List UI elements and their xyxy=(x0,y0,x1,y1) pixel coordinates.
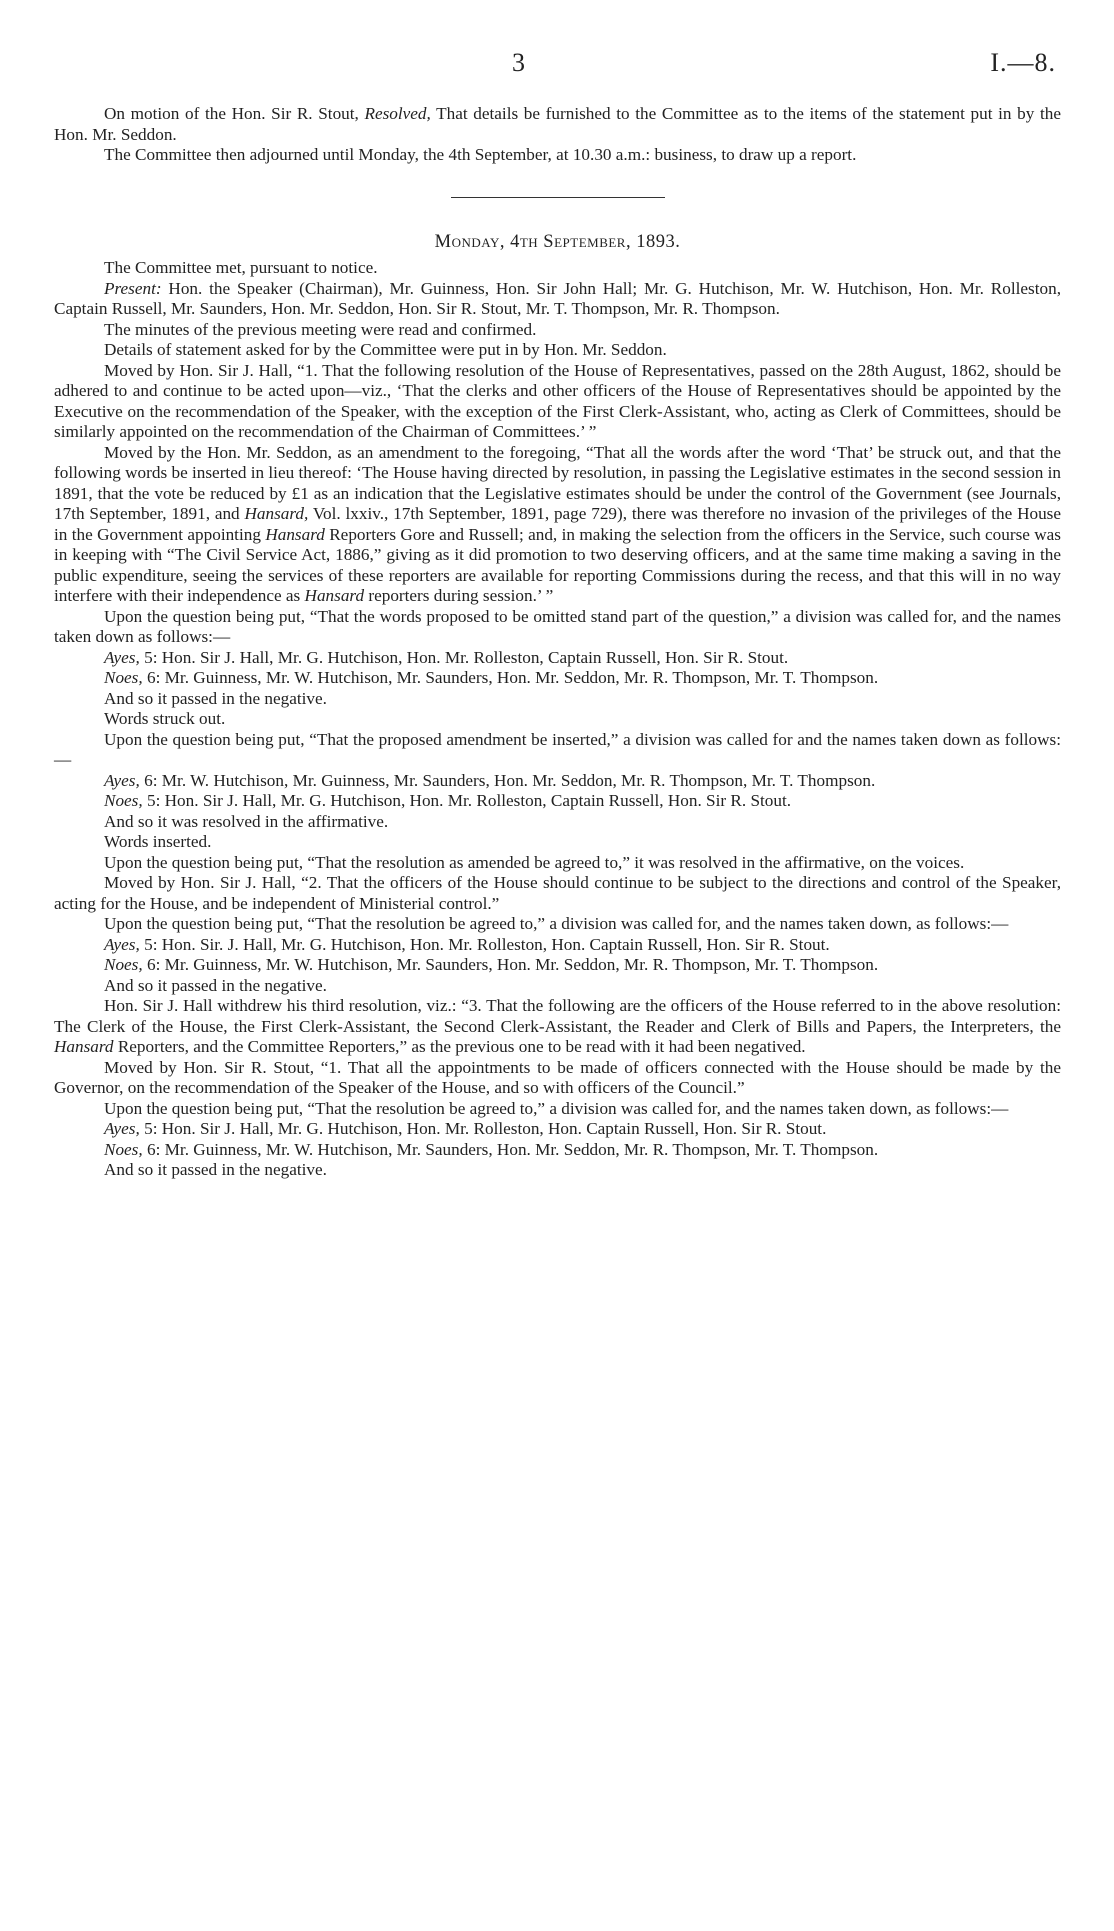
page-number: 3 xyxy=(512,48,525,77)
italic-text: Ayes, xyxy=(104,934,140,954)
text-run: Reporters Gore and Russell; and, in making the selection from the officers in the Service, such course was in keeping with “The Civil Service Act, 1886,” giving as it did promotion to two deserving officers, and at the same time making a saving in the public expenditure, seeing the services of these reporters are available for reporting Commissions during the recess, and that this will in no way interfere with their independence as xyxy=(54,524,1061,605)
text-run: Hon. Sir J. Hall withdrew his third resolution, viz.: “3. That the following are the officers of the House referred to in the above resolution: The Clerk of the House, the First Clerk-Assistant, the Second Clerk-Assistant, the Reader and Clerk of Bills and Papers, the Interpreters, the xyxy=(54,996,1061,1036)
italic-text: Noes, xyxy=(104,1139,143,1159)
text-run: And so it passed in the negative. xyxy=(104,975,327,995)
text-run: Upon the question being put, “That the proposed amendment be inserted,” a division was called for and the names taken down as follows:— xyxy=(54,729,1061,769)
paragraph xyxy=(54,996,1061,1058)
paragraph xyxy=(54,771,1061,792)
text-run: Reporters, and the Committee Reporters,” as the previous one to be read with it had been negatived. xyxy=(113,1037,806,1056)
text-run: Upon the question being put, “That the resolution be agreed to,” a division was called for, and the names taken down, as follows:— xyxy=(104,1098,1009,1118)
paragraph xyxy=(54,812,1061,833)
date-heading: Monday, 4th September, 1893. xyxy=(434,231,681,252)
section-divider xyxy=(451,197,665,198)
paragraph xyxy=(54,730,1061,771)
text-run: 5: Hon. Sir J. Hall, Mr. G. Hutchison, Hon. Mr. Rolleston, Captain Russell, Hon. Sir R. Stout. xyxy=(142,791,792,810)
italic-text: Hansard, xyxy=(244,504,309,523)
text-run: Vol. lxxiv., 17th September, 1891, page 729), there was therefore no invasion of the privileges of the House in the Government appointing xyxy=(54,504,1061,544)
italic-text: Hansard xyxy=(54,1037,114,1056)
document-body xyxy=(54,104,1061,1181)
document-reference: I.—8. xyxy=(990,48,1056,77)
text-run: That details be furnished to the Committee as to the items of the statement put in by the Hon. Mr. Seddon. xyxy=(54,104,1061,144)
text-run: Upon the question being put, “That the resolution as amended be agreed to,” it was resolved in the affirmative, on the voices. xyxy=(104,852,965,872)
paragraph xyxy=(54,279,1061,320)
italic-text: Ayes, xyxy=(104,770,140,790)
text-run: And so it was resolved in the affirmative. xyxy=(104,811,389,831)
paragraph xyxy=(54,443,1061,607)
text-run: On motion of the Hon. Sir R. Stout, xyxy=(104,104,365,123)
paragraph xyxy=(54,955,1061,976)
text-run: Moved by the Hon. Mr. Seddon, as an amendment to the foregoing, “That all the words after the word ‘That’ be struck out, and that the following words be inserted in lieu thereof: ‘The House having directed by resolution, in passing the Legislative estimates in the second session in 1891, that the vote be reduced by £1 as an indication that the Legislative estimates should be under the control of the Government (see Journals, 17th September, 1891, and xyxy=(54,442,1061,523)
paragraph xyxy=(54,976,1061,997)
paragraph xyxy=(54,104,1061,145)
paragraph xyxy=(54,340,1061,361)
paragraph xyxy=(54,853,1061,874)
text-run: And so it passed in the negative. xyxy=(104,688,327,708)
paragraph xyxy=(54,607,1061,648)
text-run: 6: Mr. Guinness, Mr. W. Hutchison, Mr. Saunders, Hon. Mr. Seddon, Mr. R. Thompson, Mr. T. Thompson. xyxy=(142,1139,879,1159)
text-run: Upon the question being put, “That the resolution be agreed to,” a division was called for, and the names taken down, as follows:— xyxy=(104,914,1009,933)
intro-section xyxy=(54,104,1061,166)
text-run: 5: Hon. Sir J. Hall, Mr. G. Hutchison, Hon. Mr. Rolleston, Hon. Captain Russell, Hon. Sir R. Stout. xyxy=(139,1119,827,1138)
text-run: 6: Mr. Guinness, Mr. W. Hutchison, Mr. Saunders, Hon. Mr. Seddon, Mr. R. Thompson, Mr. T. Thompson. xyxy=(142,955,879,974)
paragraph xyxy=(54,709,1061,730)
paragraph xyxy=(54,935,1061,956)
paragraph xyxy=(54,1140,1061,1161)
paragraph xyxy=(54,914,1061,935)
text-run: Moved by Hon. Sir J. Hall, “1. That the following resolution of the House of Representatives, passed on the 28th August, 1862, should be adhered to and continue to be acted upon—viz., ‘That the clerks and other officers of the House of Representatives should be appointed by the Executive on the recommendation of the Speaker, with the exception of the First Clerk-Assistant, who, acting as Clerk of Committees, should be similarly appointed on the recommendation of the Chairman of Committees.’ ” xyxy=(54,360,1061,441)
italic-text: Present: xyxy=(104,278,162,298)
text-run: Moved by Hon. Sir R. Stout, “1. That all the appointments to be made of officers connected with the House should be made by the Governor, on the recommendation of the Speaker of the House, and so with officers of the Council.” xyxy=(54,1057,1061,1097)
text-run: The Committee then adjourned until Monday, the 4th September, at 10.30 a.m.: business, to draw up a report. xyxy=(104,145,857,164)
italic-text: Resolved, xyxy=(364,104,431,123)
text-run: The minutes of the previous meeting were read and confirmed. xyxy=(104,319,537,339)
text-run: Details of statement asked for by the Committee were put in by Hon. Mr. Seddon. xyxy=(104,340,667,359)
text-run: 5: Hon. Sir. J. Hall, Mr. G. Hutchison, Hon. Mr. Rolleston, Hon. Captain Russell, Hon. Sir R. Stout. xyxy=(139,934,830,954)
paragraph xyxy=(54,361,1061,443)
italic-text: Noes, xyxy=(104,791,143,810)
text-run: The Committee met, pursuant to notice. xyxy=(104,258,378,277)
paragraph xyxy=(54,648,1061,669)
text-run: Words inserted. xyxy=(104,832,212,851)
paragraph xyxy=(54,1058,1061,1099)
paragraph xyxy=(54,689,1061,710)
italic-text: Hansard xyxy=(304,586,365,605)
paragraph xyxy=(54,1099,1061,1120)
paragraph xyxy=(54,873,1061,914)
text-run: reporters during session.’ ” xyxy=(364,586,554,605)
paragraph xyxy=(54,320,1061,341)
paragraph xyxy=(54,832,1061,853)
text-run: Hon. the Speaker (Chairman), Mr. Guinness, Hon. Sir John Hall; Mr. G. Hutchison, Mr. W. Hutchison, Hon. Mr. Rolleston, Captain Russell, Mr. Saunders, Hon. Mr. Seddon, Hon. Sir R. Stout, Mr. T. Thompson, Mr. R. Thompson. xyxy=(54,278,1061,318)
italic-text: Ayes, xyxy=(104,647,140,667)
italic-text: Hansard xyxy=(265,524,325,544)
page-header xyxy=(0,48,1114,88)
text-run: And so it passed in the negative. xyxy=(104,1160,327,1179)
text-run: 6: Mr. Guinness, Mr. W. Hutchison, Mr. Saunders, Hon. Mr. Seddon, Mr. R. Thompson, Mr. T. Thompson. xyxy=(142,668,879,687)
paragraph xyxy=(54,145,1061,166)
text-run: 5: Hon. Sir J. Hall, Mr. G. Hutchison, Hon. Mr. Rolleston, Captain Russell, Hon. Sir R. Stout. xyxy=(139,647,789,667)
italic-text: Ayes, xyxy=(104,1119,140,1138)
paragraph xyxy=(54,668,1061,689)
paragraph xyxy=(54,1160,1061,1181)
italic-text: Noes, xyxy=(104,955,143,974)
italic-text: Noes, xyxy=(104,668,143,687)
paragraph xyxy=(54,258,1061,279)
text-run: Upon the question being put, “That the words proposed to be omitted stand part of the question,” a division was called for, and the names taken down as follows:— xyxy=(54,606,1061,646)
text-run: Words struck out. xyxy=(104,709,226,728)
paragraph xyxy=(54,791,1061,812)
minutes-section xyxy=(54,258,1061,1181)
text-run: Moved by Hon. Sir J. Hall, “2. That the officers of the House should continue to be subject to the directions and control of the Speaker, acting for the House, and be independent of Ministerial control.” xyxy=(54,873,1061,913)
paragraph xyxy=(54,1119,1061,1140)
text-run: 6: Mr. W. Hutchison, Mr. Guinness, Mr. Saunders, Hon. Mr. Seddon, Mr. R. Thompson, Mr. T. Thompson. xyxy=(139,770,876,790)
